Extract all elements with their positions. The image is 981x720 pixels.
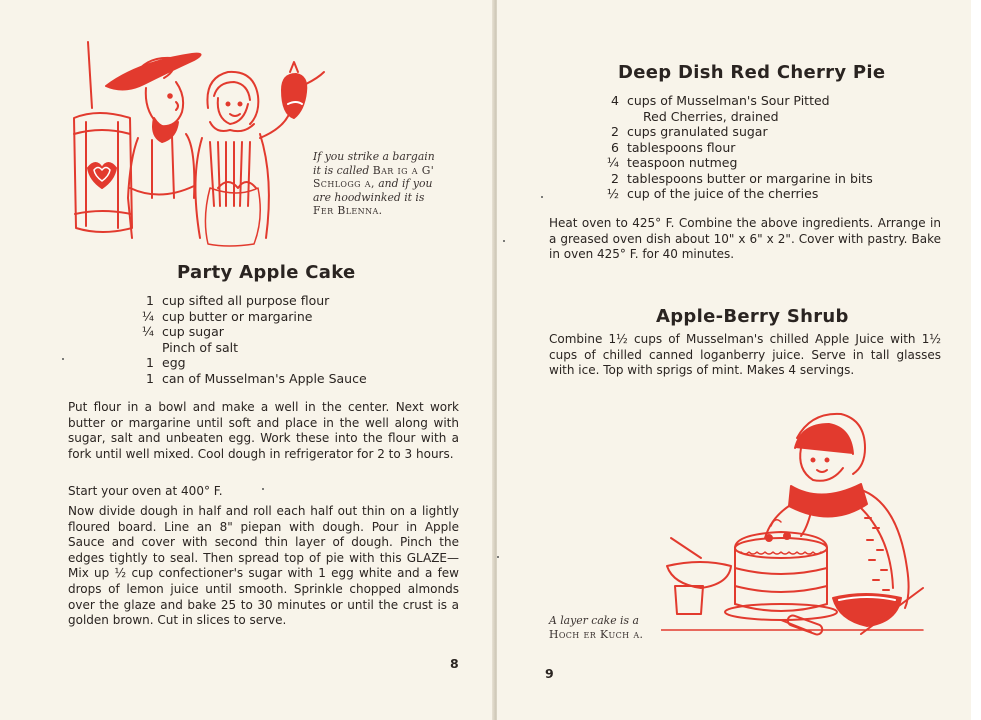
ingredient-qty: ¼ — [141, 324, 154, 339]
recipe-title: Apple-Berry Shrub — [656, 306, 849, 327]
ingredient-text: cups of Musselman's Sour Pitted — [627, 93, 830, 108]
instruction-paragraph: Put flour in a bowl and make a well in the center. Next work butter or margarine until soft and place in the well along with sugar, salt and unbeaten egg. Work these into the flour with a fork until well mixed. Cool dough in refrigerator for 2 to 3 hours. — [68, 400, 459, 461]
dialect-term: Hoch er Kuch a. — [549, 627, 644, 641]
dialect-term: Bar ig a G' — [372, 163, 435, 177]
dialect-term: Schlogg a, — [313, 177, 375, 190]
ingredient-item — [138, 355, 367, 371]
ingredient-text: teaspoon nutmeg — [627, 155, 738, 170]
ingredient-text: cups granulated sugar — [627, 124, 768, 139]
ingredient-item — [603, 109, 873, 125]
ingredient-text: tablespoons flour — [627, 139, 736, 155]
ingredient-item — [603, 155, 873, 171]
ingredient-item — [138, 340, 367, 356]
ingredient-qty: ¼ — [606, 155, 619, 170]
caption-line: A layer cake is a — [549, 614, 639, 627]
ingredient-item — [138, 324, 367, 340]
ingredient-item — [138, 309, 367, 325]
ingredient-text: Pinch of salt — [162, 339, 238, 355]
ingredient-text: cup sifted all purpose flour — [162, 293, 330, 308]
ingredient-qty: 2 — [611, 170, 619, 186]
paper-speck — [497, 556, 499, 558]
ingredient-list — [603, 93, 873, 202]
ingredient-qty: 1 — [146, 370, 154, 386]
ingredient-item — [603, 93, 873, 109]
ingredient-item — [603, 140, 873, 156]
ingredient-qty: 2 — [611, 124, 619, 139]
caption-line: it is called — [313, 163, 370, 177]
ingredient-text: can of Musselman's Apple Sauce — [162, 370, 367, 386]
caption-line: If you strike a bargain — [313, 150, 435, 163]
ingredient-item — [603, 124, 873, 140]
dialect-caption — [549, 614, 709, 641]
ingredient-text: cup of the juice of the cherries — [627, 186, 819, 201]
recipe-title: Party Apple Cake — [177, 262, 356, 283]
instruction-paragraph: Combine 1½ cups of Musselman's chilled Apple Juice with 1½ cups of chilled canned loganberry juice. Serve in tall glasses with ice. Top with sprigs of mint. Makes 4 servings. — [549, 332, 941, 378]
page-number: 9 — [545, 666, 554, 681]
ingredient-text: tablespoons butter or margarine in bits — [627, 170, 873, 186]
page-number: 8 — [450, 656, 459, 671]
caption-line: and if you — [378, 177, 433, 190]
ingredient-item — [603, 171, 873, 187]
caption-line: are hoodwinked it is — [313, 190, 425, 204]
ingredient-item — [603, 186, 873, 202]
ingredient-qty: 6 — [611, 139, 619, 155]
instruction-paragraph: Heat oven to 425° F. Combine the above ingredients. Arrange in a greased oven dish about 10" x 6" x 2". Cover with pastry. Bake in oven 425° F. for 40 minutes. — [549, 216, 941, 262]
recipe-title: Deep Dish Red Cherry Pie — [618, 62, 886, 83]
ingredient-qty: 4 — [611, 93, 619, 108]
ingredient-text: cup sugar — [162, 324, 224, 339]
ingredient-qty — [138, 340, 154, 356]
dialect-term: Fer Blenna. — [313, 204, 383, 217]
dialect-caption — [313, 150, 449, 218]
woman-baking-cake-illustration — [661, 408, 931, 648]
ingredient-list — [138, 293, 367, 386]
ingredient-qty: ½ — [606, 186, 619, 201]
scan-edge — [971, 0, 981, 720]
paper-speck — [541, 196, 543, 198]
paper-speck — [262, 488, 264, 490]
instruction-paragraph: Now divide dough in half and roll each half out thin on a lightly floured board. Line an 8" piepan with dough. Pour in Apple Sauce and cover with second thin layer of dough. Pinch the edges tightly to seal. Then spread top of pie with this GLAZE—Mix up ½ cup confectioner's sugar with 1 egg white and a few drops of lemon juice until smooth. Sprinkle chopped almonds over the glaze and bake 25 to 30 minutes or until the crust is a golden brown. Cut in slices to serve. — [68, 504, 459, 628]
ingredient-item — [138, 293, 367, 309]
ingredient-item — [138, 371, 367, 387]
ingredient-text: egg — [162, 355, 186, 370]
ingredient-text: cup butter or margarine — [162, 308, 313, 324]
right-page — [497, 0, 971, 720]
instruction-paragraph: Start your oven at 400° F. — [68, 484, 223, 498]
ingredient-qty: 1 — [146, 355, 154, 370]
paper-speck — [503, 240, 505, 242]
ingredient-qty: ¼ — [141, 308, 154, 324]
paper-speck — [62, 358, 64, 360]
dutch-couple-illustration — [68, 38, 328, 250]
ingredient-qty: 1 — [146, 293, 154, 308]
ingredient-text: Red Cherries, drained — [643, 108, 779, 124]
